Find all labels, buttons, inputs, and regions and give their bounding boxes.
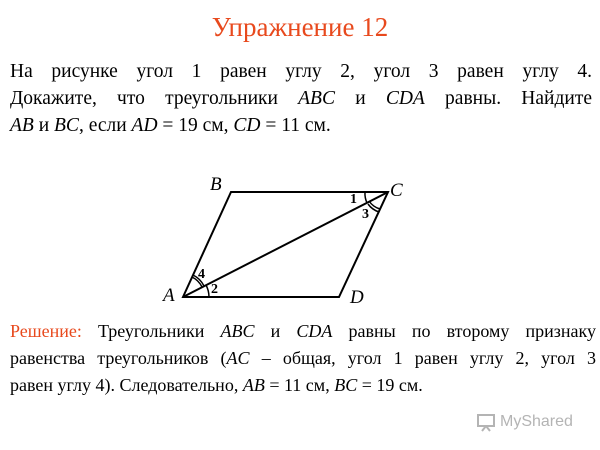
- angle-label-4: 4: [198, 267, 205, 282]
- vertex-b-label: B: [210, 174, 222, 195]
- problem-line-1: На рисунке угол 1 равен углу 2, угол 3 равен углу 4.: [10, 61, 592, 82]
- angle-label-1: 1: [350, 192, 357, 207]
- myshared-watermark: [476, 409, 594, 435]
- solution-line-2: равенства треугольников (AC – общая, угол 1 равен углу 2, угол 3: [10, 348, 597, 368]
- angle-arc-2: [206, 285, 209, 297]
- angle-label-3: 3: [362, 207, 369, 222]
- solution-line-3: равен углу 4). Следовательно, AB = 11 см, BC = 19 см.: [10, 375, 423, 395]
- solution-label: Решение:: [10, 321, 82, 341]
- vertex-a-label: A: [163, 285, 175, 306]
- watermark-text: MyShared: [500, 413, 573, 430]
- page-title: Упражнение 12: [211, 12, 389, 42]
- solution-block: [10, 318, 596, 399]
- vertex-d-label: D: [350, 287, 364, 308]
- problem-line-2: Докажите, что треугольники ABC и CDA равны. Найдите: [10, 88, 592, 109]
- angle-label-2: 2: [211, 282, 218, 297]
- solution-line-1: Решение: Треугольники ABC и CDA равны по второму признаку: [10, 321, 596, 341]
- presentation-icon: [476, 412, 496, 432]
- angle-arc-1: [365, 192, 367, 203]
- problem-line-3: AB и BC, если AD = 19 см, CD = 11 см.: [10, 115, 331, 136]
- vertex-c-label: C: [390, 180, 403, 201]
